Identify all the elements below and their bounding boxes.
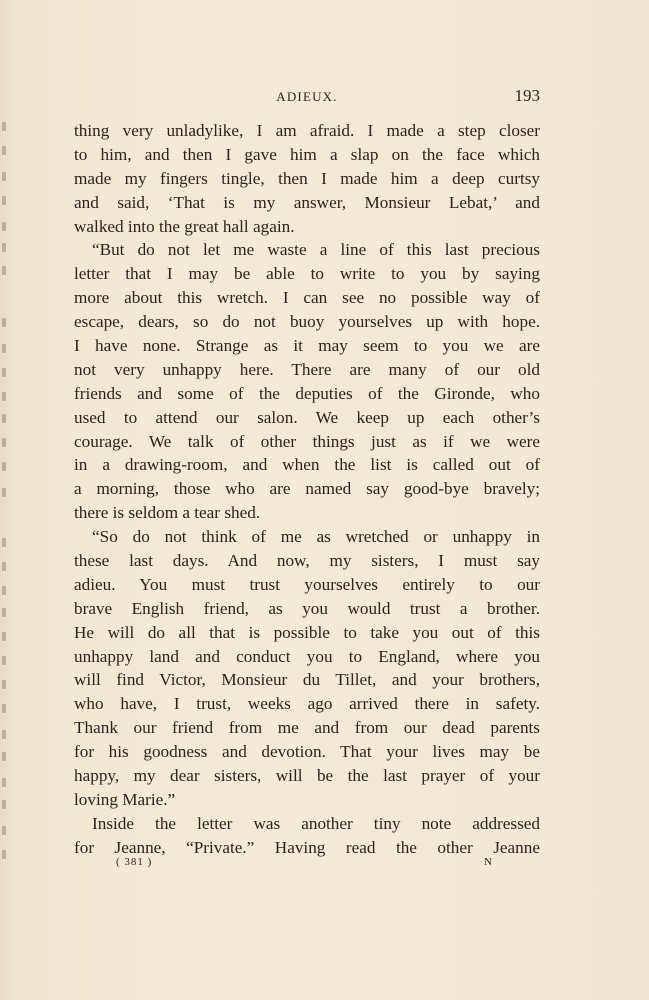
- gutter-mark: [2, 656, 6, 665]
- text-line: He will do all that is possible to take you out of this: [74, 622, 540, 642]
- gutter-mark: [2, 414, 6, 423]
- gutter-mark: [2, 850, 6, 859]
- text-line: I have none. Strange as it may seem to you we are: [74, 336, 540, 356]
- gutter-mark: [2, 800, 6, 809]
- gutter-mark: [2, 146, 6, 155]
- text-line: used to attend our salon. We keep up each other’s: [74, 407, 540, 427]
- text-line: to him, and then I gave him a slap on the face which: [74, 144, 540, 164]
- gutter-mark: [2, 730, 6, 739]
- text-line: unhappy land and conduct you to England, where you: [74, 646, 540, 666]
- gutter-mark: [2, 392, 6, 401]
- gutter-mark: [2, 318, 6, 327]
- gutter-mark: [2, 222, 6, 231]
- text-line: thing very unladylike, I am afraid. I made a step closer: [74, 121, 540, 140]
- scan-gutter-edge: [0, 0, 14, 1000]
- text-line: loving Marie.”: [74, 789, 176, 809]
- text-line: adieu. You must trust yourselves entirely to our: [74, 574, 540, 594]
- text-line: Thank our friend from me and from our dead parents: [74, 718, 540, 738]
- page-number: 193: [514, 86, 540, 105]
- signature-letter: N: [484, 856, 492, 868]
- running-head: [74, 86, 540, 108]
- gutter-mark: [2, 344, 6, 353]
- text-line: there is seldom a tear shed.: [74, 503, 261, 523]
- text-line: more about this wretch. I can see no possible way of: [74, 288, 540, 308]
- gutter-mark: [2, 632, 6, 641]
- text-line: walked into the great hall again.: [74, 216, 295, 236]
- gutter-mark: [2, 608, 6, 617]
- text-line: escape, dears, so do not buoy yourselves up with hope.: [74, 312, 540, 332]
- text-line: will find Victor, Monsieur du Tillet, and your brothers,: [74, 670, 540, 690]
- text-line: not very unhappy here. There are many of our old: [74, 359, 540, 379]
- gutter-mark: [2, 172, 6, 181]
- paragraph-first-line: “But do not let me waste a line of this last precious: [92, 240, 540, 260]
- gutter-mark: [2, 680, 6, 689]
- text-line: these last days. And now, my sisters, I must say: [74, 551, 540, 571]
- gutter-mark: [2, 243, 6, 252]
- gutter-mark: [2, 826, 6, 835]
- gutter-mark: [2, 488, 6, 497]
- text-line: for Jeanne, “Private.” Having read the other Jeanne: [74, 837, 540, 857]
- gutter-mark: [2, 538, 6, 547]
- gutter-mark: [2, 778, 6, 787]
- gutter-mark: [2, 704, 6, 713]
- text-line: letter that I may be able to write to you by saying: [74, 264, 540, 284]
- text-line: a morning, those who are named say good-bye bravely;: [74, 479, 540, 499]
- text-line: and said, ‘That is my answer, Monsieur Lebat,’ and: [74, 192, 540, 212]
- body-text: [74, 119, 540, 860]
- gutter-mark: [2, 122, 6, 131]
- paragraph-first-line: Inside the letter was another tiny note addressed: [92, 813, 540, 833]
- text-line: who have, I trust, weeks ago arrived there in safety.: [74, 694, 540, 714]
- gutter-mark: [2, 368, 6, 377]
- text-line: friends and some of the deputies of the Gironde, who: [74, 383, 540, 403]
- gutter-mark: [2, 196, 6, 205]
- text-line: in a drawing-room, and when the list is called out of: [74, 455, 540, 475]
- signature-mark: ( 381 ): [116, 856, 153, 868]
- running-title: ADIEUX.: [276, 89, 338, 104]
- signature-footer: [74, 856, 540, 872]
- text-line: brave English friend, as you would trust a brother.: [74, 598, 540, 618]
- paragraph-first-line: “So do not think of me as wretched or unhappy in: [92, 527, 540, 547]
- text-line: courage. We talk of other things just as if we were: [74, 431, 540, 451]
- text-line: made my fingers tingle, then I made him a deep curtsy: [74, 168, 540, 188]
- text-line: for his goodness and devotion. That your lives may be: [74, 742, 540, 762]
- gutter-mark: [2, 266, 6, 275]
- gutter-mark: [2, 462, 6, 471]
- gutter-mark: [2, 562, 6, 571]
- gutter-mark: [2, 438, 6, 447]
- gutter-mark: [2, 752, 6, 761]
- gutter-mark: [2, 586, 6, 595]
- text-line: happy, my dear sisters, will be the last prayer of your: [74, 766, 540, 786]
